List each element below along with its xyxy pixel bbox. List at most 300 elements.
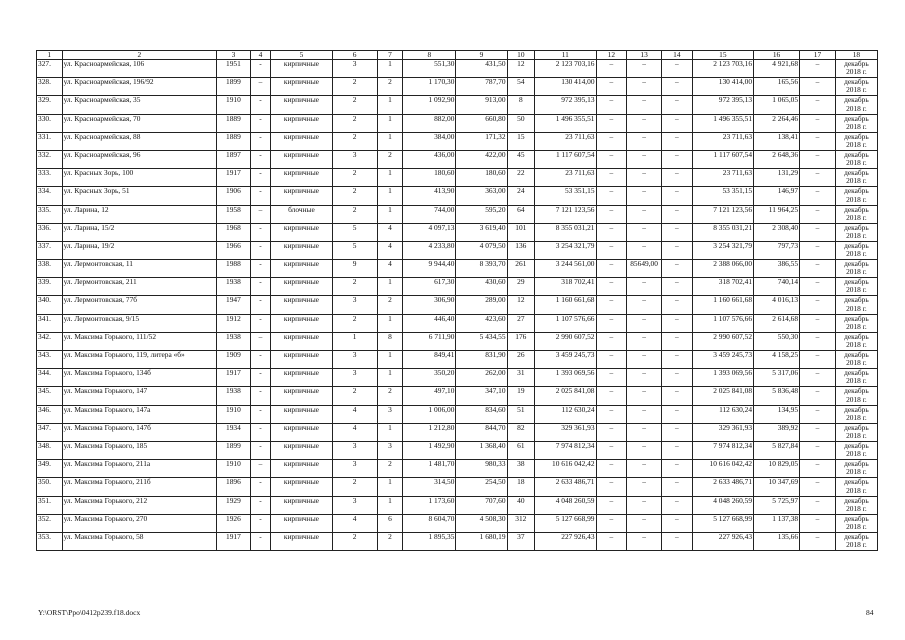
entrances-cell: 6 [377,514,403,532]
entrances-cell: 1 [377,314,403,332]
cost-col-14-cell: – [661,351,692,369]
column-number: 10 [507,51,535,60]
wall-material-cell: кирпичные [271,241,332,259]
wall-material-cell: кирпичные [271,314,332,332]
residents-cell: 54 [507,78,535,96]
cost-per-sqm-cell: 1 137,38 [754,514,800,532]
table-row [37,423,878,441]
living-area-cell: 4 079,50 [456,241,507,259]
year-built-cell: 1968 [217,223,251,241]
residents-cell: 26 [507,351,535,369]
entrances-cell: 4 [377,260,403,278]
address-cell: ул. Максима Горького, 58 [62,532,216,550]
total-cost-cell: 1 107 576,66 [535,314,596,332]
cost-col-13-cell: – [627,405,662,423]
cost-per-sqm-cell: 10 347,69 [754,478,800,496]
total-cost-cell: 10 616 042,42 [535,460,596,478]
total-cost-cell: 972 395,13 [535,96,596,114]
living-area-cell: 4 508,30 [456,514,507,532]
total-cost-cell: 329 361,93 [535,423,596,441]
column-number: 7 [377,51,403,60]
column-number: 4 [250,51,270,60]
address-cell: ул. Ларина, 15/2 [62,223,216,241]
cost-per-sqm-cell: 135,66 [754,532,800,550]
column-number-row [37,51,878,60]
entrances-cell: 1 [377,369,403,387]
living-area-cell: 707,60 [456,496,507,514]
row-number-cell: 342. [37,332,63,350]
residents-cell: 261 [507,260,535,278]
cost-col-12-cell: – [596,441,627,459]
page-number: 84 [866,608,874,617]
wall-material-cell: кирпичные [271,169,332,187]
row-number-cell: 343. [37,351,63,369]
row-number-cell: 346. [37,405,63,423]
cost-col-15-cell: 5 127 668,99 [692,514,753,532]
cost-col-14-cell: – [661,205,692,223]
cost-per-sqm-cell: 165,56 [754,78,800,96]
cost-col-12-cell: – [596,132,627,150]
address-cell: ул. Ларина, 12 [62,205,216,223]
year-built-cell: 1889 [217,132,251,150]
address-cell: ул. Максима Горького, 111/52 [62,332,216,350]
living-area-cell: 831,90 [456,351,507,369]
row-number-cell: 331. [37,132,63,150]
cost-col-13-cell: 85649,00 [627,260,662,278]
planned-date-cell: декабрь 2018 г. [835,187,877,205]
total-cost-cell: 23 711,63 [535,132,596,150]
table-row [37,496,878,514]
wall-material-cell: кирпичные [271,478,332,496]
planned-date-cell: декабрь 2018 г. [835,60,877,78]
cost-col-12-cell: – [596,60,627,78]
year-reconstructed-cell: - [250,514,270,532]
entrances-cell: 2 [377,460,403,478]
year-built-cell: 1910 [217,96,251,114]
floors-cell: 2 [332,532,377,550]
cost-col-15-cell: 53 351,15 [692,187,753,205]
cost-col-15-cell: 2 388 066,00 [692,260,753,278]
wall-material-cell: кирпичные [271,460,332,478]
file-path: Y:\ORST\Ppo\0412p239.f18.docx [38,608,141,617]
cost-col-12-cell: – [596,278,627,296]
cost-col-13-cell: – [627,114,662,132]
residents-cell: 27 [507,314,535,332]
row-number-cell: 349. [37,460,63,478]
total-cost-cell: 7 121 123,56 [535,205,596,223]
floors-cell: 3 [332,460,377,478]
cost-per-sqm-cell: 386,55 [754,260,800,278]
planned-date-cell: декабрь 2018 г. [835,296,877,314]
row-number-cell: 335. [37,205,63,223]
cost-col-14-cell: – [661,260,692,278]
cost-col-12-cell: – [596,423,627,441]
floors-cell: 5 [332,241,377,259]
cost-col-13-cell: – [627,351,662,369]
entrances-cell: 1 [377,423,403,441]
entrances-cell: 3 [377,405,403,423]
cost-per-sqm-cell: 11 964,25 [754,205,800,223]
column-number: 3 [217,51,251,60]
cost-per-sqm-cell: 797,73 [754,241,800,259]
total-cost-cell: 5 127 668,99 [535,514,596,532]
year-reconstructed-cell: – [250,205,270,223]
cost-col-15-cell: 3 254 321,79 [692,241,753,259]
cost-col-14-cell: – [661,441,692,459]
deadline-col-17-cell: – [800,223,836,241]
planned-date-cell: декабрь 2018 г. [835,478,877,496]
living-area-cell: 913,00 [456,96,507,114]
table-row [37,150,878,168]
wall-material-cell: блочные [271,205,332,223]
entrances-cell: 1 [377,278,403,296]
planned-date-cell: декабрь 2018 г. [835,169,877,187]
year-reconstructed-cell: – [250,332,270,350]
planned-date-cell: декабрь 2018 г. [835,132,877,150]
wall-material-cell: кирпичные [271,78,332,96]
year-built-cell: 1951 [217,60,251,78]
floors-cell: 4 [332,514,377,532]
cost-col-12-cell: – [596,532,627,550]
cost-col-13-cell: – [627,387,662,405]
floors-cell: 2 [332,96,377,114]
cost-col-14-cell: – [661,532,692,550]
entrances-cell: 1 [377,96,403,114]
cost-col-12-cell: – [596,296,627,314]
total-cost-cell: 2 123 703,16 [535,60,596,78]
cost-col-15-cell: 1 117 607,54 [692,150,753,168]
year-reconstructed-cell: - [250,60,270,78]
entrances-cell: 3 [377,441,403,459]
cost-col-15-cell: 1 496 355,51 [692,114,753,132]
wall-material-cell: кирпичные [271,132,332,150]
wall-material-cell: кирпичные [271,60,332,78]
floors-cell: 3 [332,351,377,369]
total-area-cell: 744,00 [403,205,456,223]
total-cost-cell: 2 990 607,52 [535,332,596,350]
cost-col-12-cell: – [596,187,627,205]
cost-per-sqm-cell: 5 827,84 [754,441,800,459]
register-table [36,50,878,551]
planned-date-cell: декабрь 2018 г. [835,278,877,296]
cost-col-14-cell: – [661,187,692,205]
total-area-cell: 849,41 [403,351,456,369]
cost-per-sqm-cell: 4 158,25 [754,351,800,369]
residents-cell: 312 [507,514,535,532]
cost-col-13-cell: – [627,478,662,496]
address-cell: ул. Максима Горького, 185 [62,441,216,459]
entrances-cell: 1 [377,169,403,187]
column-number: 5 [271,51,332,60]
floors-cell: 2 [332,387,377,405]
cost-col-13-cell: – [627,296,662,314]
living-area-cell: 423,60 [456,314,507,332]
table-row [37,314,878,332]
total-area-cell: 9 944,40 [403,260,456,278]
table-row [37,514,878,532]
deadline-col-17-cell: – [800,478,836,496]
cost-col-14-cell: – [661,387,692,405]
residents-cell: 64 [507,205,535,223]
planned-date-cell: декабрь 2018 г. [835,205,877,223]
address-cell: ул. Красноармейская, 106 [62,60,216,78]
year-reconstructed-cell: - [250,296,270,314]
total-area-cell: 4 097,13 [403,223,456,241]
table-row [37,460,878,478]
wall-material-cell: кирпичные [271,351,332,369]
residents-cell: 136 [507,241,535,259]
total-area-cell: 8 604,70 [403,514,456,532]
wall-material-cell: кирпичные [271,260,332,278]
living-area-cell: 787,70 [456,78,507,96]
total-area-cell: 617,30 [403,278,456,296]
residents-cell: 18 [507,478,535,496]
year-built-cell: 1889 [217,114,251,132]
floors-cell: 2 [332,78,377,96]
deadline-col-17-cell: – [800,296,836,314]
cost-col-15-cell: 318 702,41 [692,278,753,296]
cost-col-15-cell: 4 048 260,59 [692,496,753,514]
table-row [37,223,878,241]
cost-col-12-cell: – [596,241,627,259]
planned-date-cell: декабрь 2018 г. [835,423,877,441]
total-cost-cell: 2 633 486,71 [535,478,596,496]
column-number: 6 [332,51,377,60]
cost-col-12-cell: – [596,387,627,405]
deadline-col-17-cell: – [800,114,836,132]
column-number: 17 [800,51,836,60]
deadline-col-17-cell: – [800,351,836,369]
floors-cell: 2 [332,205,377,223]
planned-date-cell: декабрь 2018 г. [835,96,877,114]
cost-col-12-cell: – [596,169,627,187]
year-built-cell: 1938 [217,332,251,350]
year-built-cell: 1938 [217,387,251,405]
column-number: 2 [62,51,216,60]
living-area-cell: 430,60 [456,278,507,296]
table-row [37,369,878,387]
year-built-cell: 1947 [217,296,251,314]
cost-col-14-cell: – [661,169,692,187]
address-cell: ул. Максима Горького, 147б [62,423,216,441]
living-area-cell: 262,00 [456,369,507,387]
address-cell: ул. Максима Горького, 212 [62,496,216,514]
cost-col-15-cell: 227 926,43 [692,532,753,550]
cost-col-14-cell: – [661,150,692,168]
total-cost-cell: 1 393 069,56 [535,369,596,387]
deadline-col-17-cell: – [800,441,836,459]
cost-col-15-cell: 130 414,00 [692,78,753,96]
living-area-cell: 3 619,40 [456,223,507,241]
residents-cell: 29 [507,278,535,296]
total-cost-cell: 318 702,41 [535,278,596,296]
residents-cell: 61 [507,441,535,459]
year-built-cell: 1910 [217,405,251,423]
wall-material-cell: кирпичные [271,223,332,241]
living-area-cell: 595,20 [456,205,507,223]
year-built-cell: 1912 [217,314,251,332]
entrances-cell: 8 [377,332,403,350]
cost-col-15-cell: 3 459 245,73 [692,351,753,369]
year-reconstructed-cell: - [250,278,270,296]
total-cost-cell: 130 414,00 [535,78,596,96]
table-row [37,278,878,296]
cost-col-14-cell: – [661,369,692,387]
residents-cell: 37 [507,532,535,550]
cost-col-13-cell: – [627,460,662,478]
residents-cell: 12 [507,296,535,314]
floors-cell: 4 [332,405,377,423]
cost-col-15-cell: 1 107 576,66 [692,314,753,332]
wall-material-cell: кирпичные [271,405,332,423]
living-area-cell: 171,32 [456,132,507,150]
column-number: 11 [535,51,596,60]
cost-per-sqm-cell: 10 829,05 [754,460,800,478]
cost-col-13-cell: – [627,60,662,78]
wall-material-cell: кирпичные [271,278,332,296]
deadline-col-17-cell: – [800,205,836,223]
row-number-cell: 327. [37,60,63,78]
table-row [37,114,878,132]
year-built-cell: 1899 [217,78,251,96]
table-row [37,60,878,78]
cost-col-15-cell: 2 990 607,52 [692,332,753,350]
entrances-cell: 1 [377,114,403,132]
year-reconstructed-cell: - [250,405,270,423]
cost-col-13-cell: – [627,423,662,441]
planned-date-cell: декабрь 2018 г. [835,441,877,459]
cost-col-14-cell: – [661,405,692,423]
entrances-cell: 2 [377,387,403,405]
table-row [37,387,878,405]
row-number-cell: 329. [37,96,63,114]
deadline-col-17-cell: – [800,514,836,532]
floors-cell: 2 [332,314,377,332]
living-area-cell: 834,60 [456,405,507,423]
residents-cell: 24 [507,187,535,205]
deadline-col-17-cell: – [800,260,836,278]
cost-col-14-cell: – [661,496,692,514]
planned-date-cell: декабрь 2018 г. [835,260,877,278]
living-area-cell: 363,00 [456,187,507,205]
address-cell: ул. Красных Зорь, 100 [62,169,216,187]
cost-per-sqm-cell: 2 308,40 [754,223,800,241]
column-number: 9 [456,51,507,60]
table-row [37,132,878,150]
row-number-cell: 340. [37,296,63,314]
planned-date-cell: декабрь 2018 г. [835,150,877,168]
cost-col-13-cell: – [627,314,662,332]
floors-cell: 2 [332,169,377,187]
wall-material-cell: кирпичные [271,514,332,532]
row-number-cell: 341. [37,314,63,332]
cost-col-14-cell: – [661,132,692,150]
year-built-cell: 1917 [217,369,251,387]
residents-cell: 15 [507,132,535,150]
address-cell: ул. Красноармейская, 88 [62,132,216,150]
cost-col-12-cell: – [596,223,627,241]
total-cost-cell: 1 117 607,54 [535,150,596,168]
cost-per-sqm-cell: 4 016,13 [754,296,800,314]
cost-col-14-cell: – [661,60,692,78]
row-number-cell: 347. [37,423,63,441]
total-area-cell: 1 173,60 [403,496,456,514]
table-row [37,296,878,314]
cost-per-sqm-cell: 2 648,36 [754,150,800,168]
total-cost-cell: 3 459 245,73 [535,351,596,369]
cost-per-sqm-cell: 131,29 [754,169,800,187]
total-area-cell: 314,50 [403,478,456,496]
deadline-col-17-cell: – [800,78,836,96]
cost-col-14-cell: – [661,96,692,114]
cost-col-12-cell: – [596,78,627,96]
year-built-cell: 1897 [217,150,251,168]
address-cell: ул. Красноармейская, 70 [62,114,216,132]
planned-date-cell: декабрь 2018 г. [835,78,877,96]
cost-col-12-cell: – [596,260,627,278]
address-cell: ул. Максима Горького, 147а [62,405,216,423]
total-cost-cell: 227 926,43 [535,532,596,550]
year-reconstructed-cell: – [250,460,270,478]
cost-per-sqm-cell: 4 921,68 [754,60,800,78]
address-cell: ул. Лермонтовская, 211 [62,278,216,296]
wall-material-cell: кирпичные [271,332,332,350]
entrances-cell: 1 [377,478,403,496]
cost-col-12-cell: – [596,114,627,132]
cost-col-12-cell: – [596,351,627,369]
cost-col-12-cell: – [596,96,627,114]
total-cost-cell: 2 025 841,08 [535,387,596,405]
cost-col-12-cell: – [596,460,627,478]
wall-material-cell: кирпичные [271,532,332,550]
cost-col-13-cell: – [627,441,662,459]
cost-col-13-cell: – [627,150,662,168]
wall-material-cell: кирпичные [271,369,332,387]
column-number: 8 [403,51,456,60]
cost-col-14-cell: – [661,278,692,296]
total-cost-cell: 4 048 260,59 [535,496,596,514]
floors-cell: 2 [332,478,377,496]
deadline-col-17-cell: – [800,169,836,187]
column-number: 1 [37,51,63,60]
year-reconstructed-cell: - [250,478,270,496]
entrances-cell: 2 [377,150,403,168]
year-reconstructed-cell: - [250,369,270,387]
residents-cell: 101 [507,223,535,241]
cost-col-13-cell: – [627,332,662,350]
year-reconstructed-cell: - [250,241,270,259]
cost-col-15-cell: 2 633 486,71 [692,478,753,496]
entrances-cell: 1 [377,496,403,514]
cost-col-15-cell: 7 121 123,56 [692,205,753,223]
year-reconstructed-cell: - [250,532,270,550]
total-cost-cell: 3 244 561,00 [535,260,596,278]
floors-cell: 3 [332,60,377,78]
cost-per-sqm-cell: 134,95 [754,405,800,423]
cost-col-13-cell: – [627,169,662,187]
year-reconstructed-cell: - [250,351,270,369]
total-cost-cell: 1 496 355,51 [535,114,596,132]
register-body [37,60,878,551]
cost-col-15-cell: 972 395,13 [692,96,753,114]
wall-material-cell: кирпичные [271,423,332,441]
cost-per-sqm-cell: 1 065,05 [754,96,800,114]
cost-col-13-cell: – [627,78,662,96]
deadline-col-17-cell: – [800,405,836,423]
cost-col-13-cell: – [627,278,662,296]
planned-date-cell: декабрь 2018 г. [835,351,877,369]
entrances-cell: 1 [377,187,403,205]
